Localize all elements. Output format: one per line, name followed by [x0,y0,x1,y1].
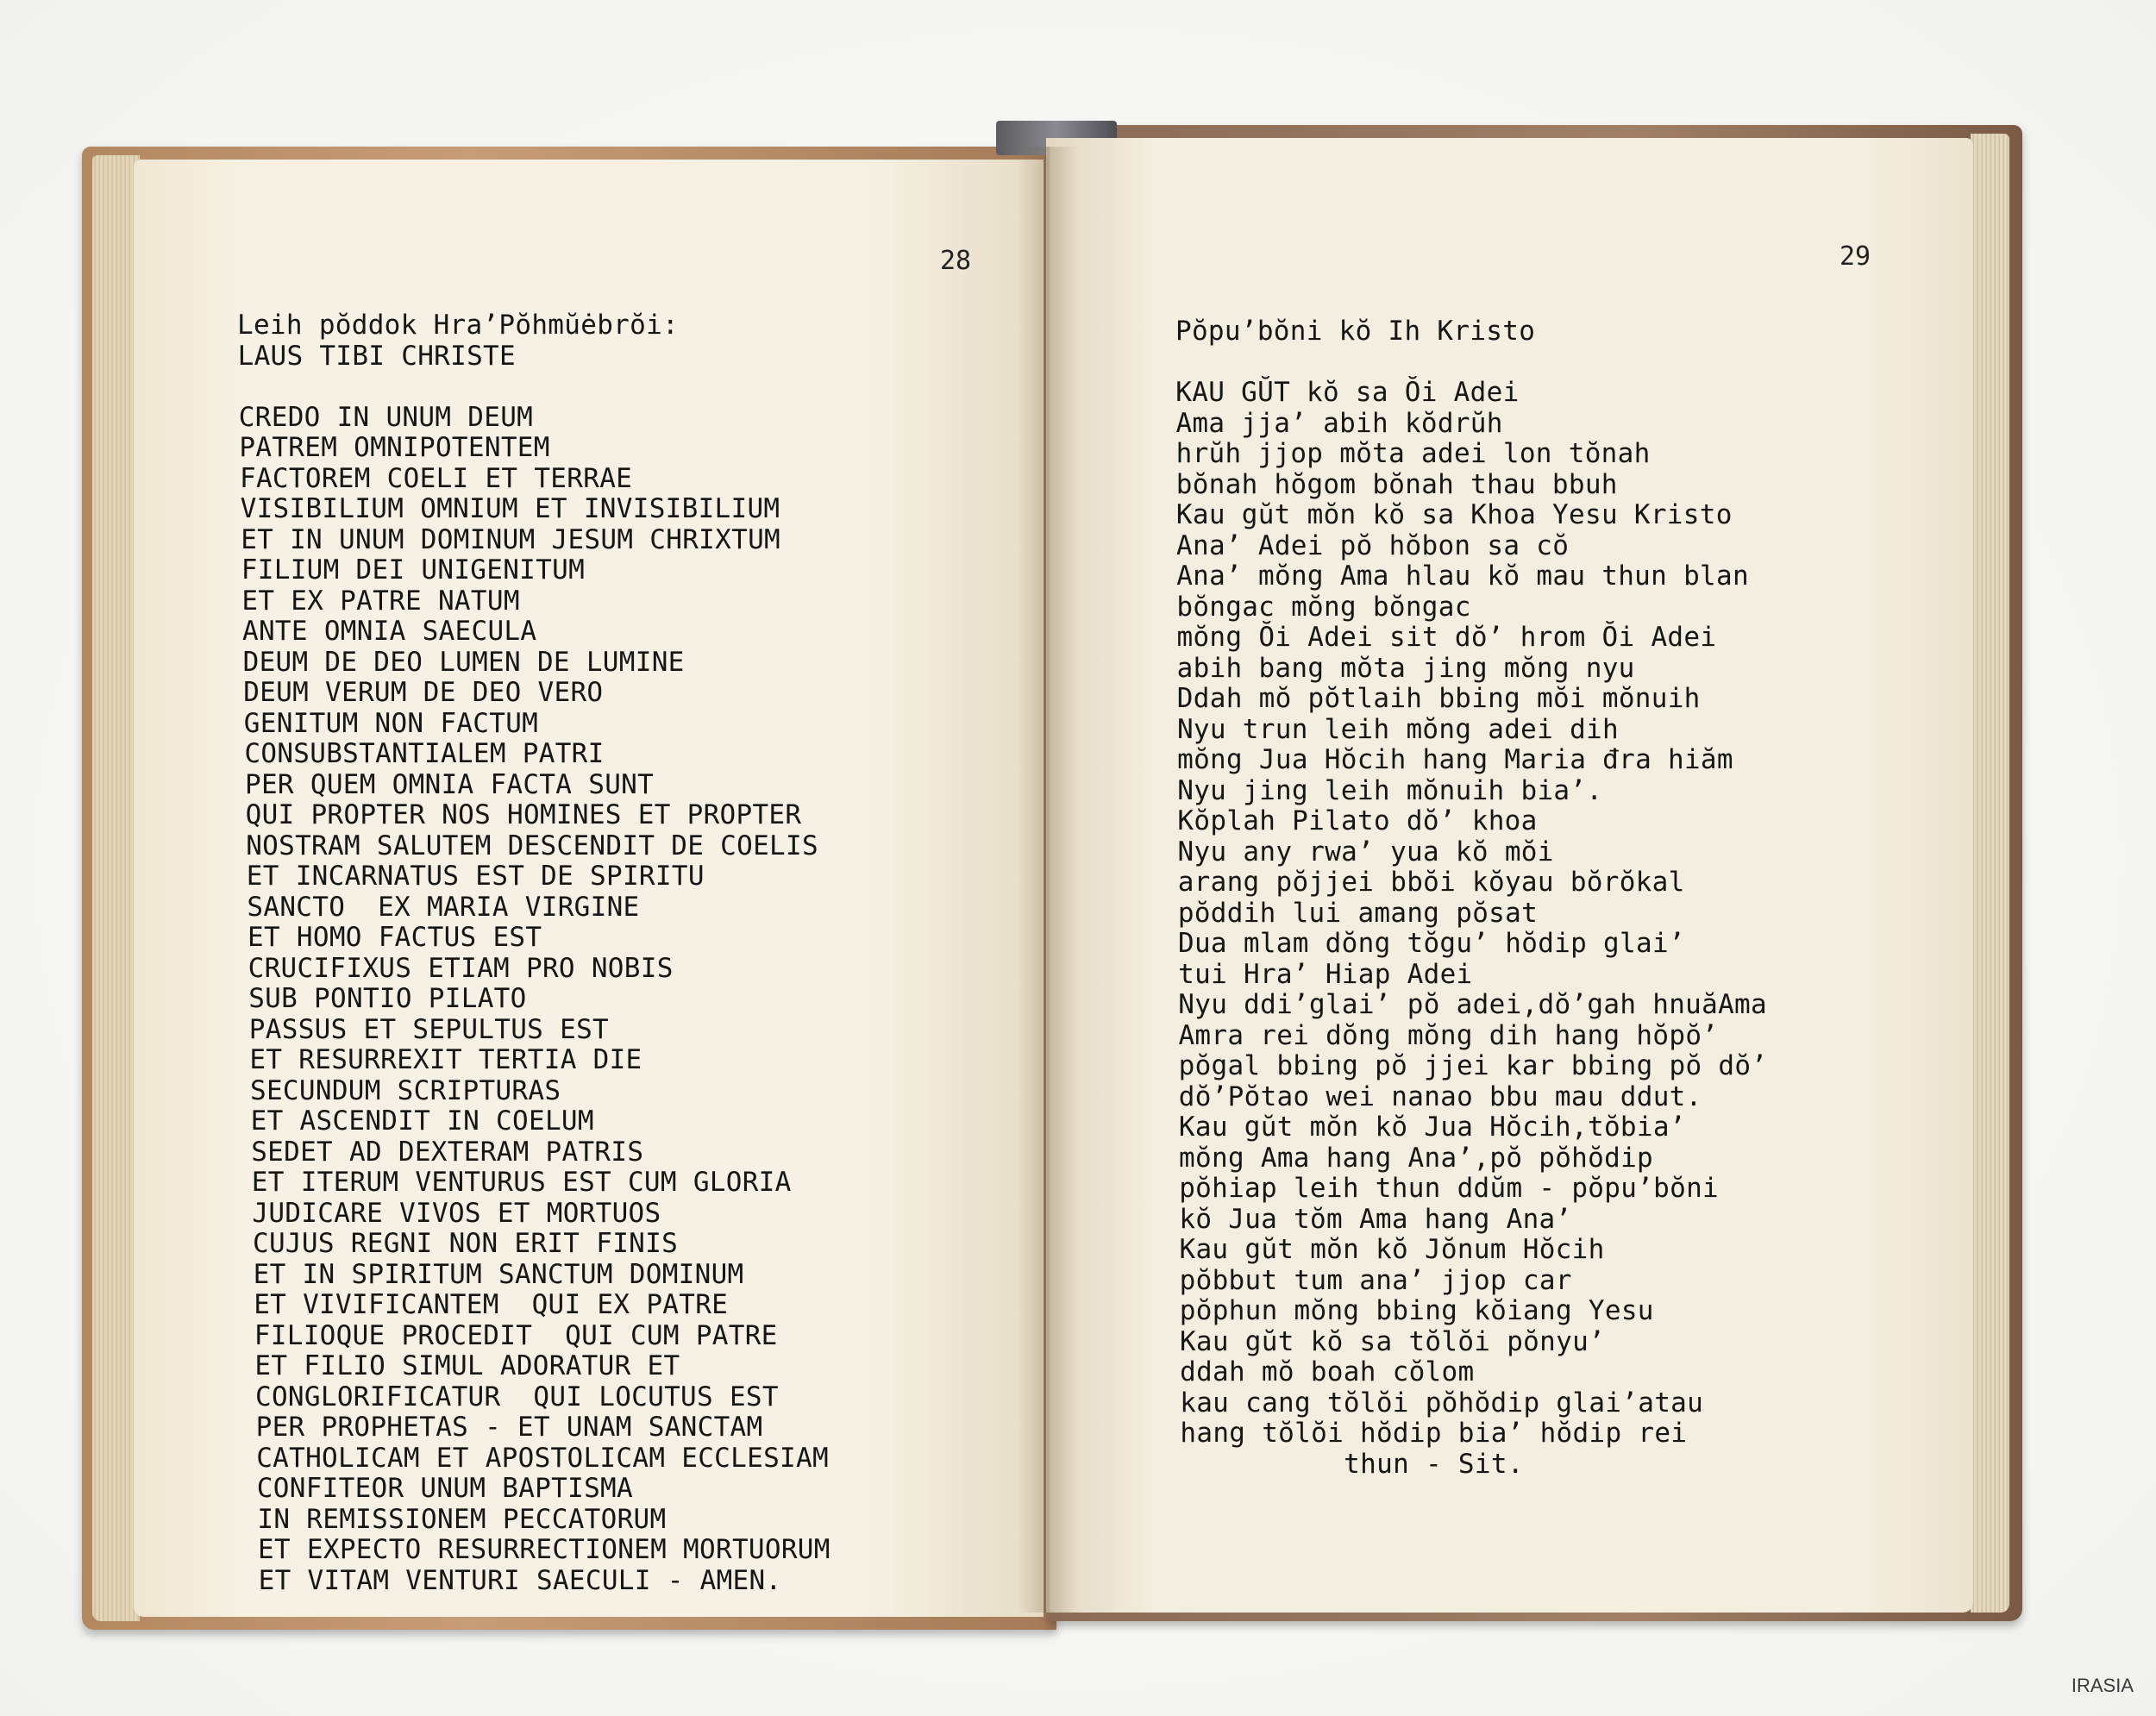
text-line: Nyu jing leih mŏnuih bia’. [1177,774,1603,806]
text-line: Nyu ddi’glai’ pŏ adei,dŏ’gah hnuăAma [1178,989,1768,1020]
text-line: ET INCARNATUS EST DE SPIRITU [246,861,705,892]
book-gutter [1018,147,1078,1613]
text-line: bŏnah hŏgom bŏnah thau bbuh [1175,468,1618,500]
text-line: Kau gŭt mŏn kŏ Jua Hŏcih,tŏbia’ [1178,1112,1686,1143]
text-line: SECUNDUM SCRIPTURAS [250,1074,561,1106]
text-line: pŏhiap leih thun ddŭm - pŏpu’bŏni [1179,1173,1720,1204]
text-line: mŏng Jua Hŏcih hang Maria đra hiăm [1177,744,1733,775]
text-line: KAU GŬT kŏ sa Ŏi Adei [1175,377,1520,408]
text-line: SUB PONTIO PILATO [248,983,527,1014]
text-line: Amra rei dŏng mŏng dih hang hŏpŏ’ [1178,1019,1719,1051]
text-line: Kŏplah Pilato dŏ’ khoa [1177,805,1538,836]
text-line: Kau gŭt mŏn kŏ sa Khoa Yesu Kristo [1175,499,1733,530]
text-line: pŏphun mŏng bbing kŏiang Yesu [1179,1295,1654,1326]
text-line: NOSTRAM SALUTEM DESCENDIT DE COELIS [246,830,818,861]
text-line: FILIOQUE PROCEDIT QUI CUM PATRE [254,1319,778,1351]
text-line: thun - Sit. [1180,1448,1524,1480]
right-page-text [1175,316,1768,1480]
text-line: Ana’ Adei pŏ hŏbon sa cŏ [1176,529,1570,561]
text-line: bŏngac mŏng bŏngac [1176,591,1471,623]
page-number: 29 [1839,241,1871,272]
text-line: Ama jja’ abih kŏdrŭh [1175,407,1503,439]
text-line: FACTOREM COELI ET TERRAE [240,462,633,494]
text-line: pŏgal bbing pŏ jjei kar bbing pŏ dŏ’ [1178,1050,1768,1081]
text-line: PATREM OMNIPOTENTEM [239,432,550,463]
text-line: Nyu trun leih mŏng adei dih [1176,713,1619,745]
text-line: CONGLORIFICATUR QUI LOCUTUS EST [255,1381,779,1412]
text-line: ET HOMO FACTUS EST [248,922,542,953]
right-page-edges [1971,134,2009,1613]
text-line: SEDET AD DEXTERAM PATRIS [251,1136,644,1168]
page-number: 28 [940,246,972,276]
text-line: tui Hra’ Hiap Adei [1178,958,1473,990]
text-line: VISIBILIUM OMNIUM ET INVISIBILIUM [240,493,780,524]
text-line: ET ITERUM VENTURUS EST CUM GLORIA [251,1167,792,1198]
text-line: Ddah mŏ pŏtlaih bbing mŏi mŏnuih [1176,683,1701,714]
text-line: GENITUM NON FACTUM [243,707,539,739]
text-line: CONFITEOR UNUM BAPTISMA [256,1473,633,1504]
text-line: Kau gŭt kŏ sa tŏlŏi pŏnyu’ [1179,1325,1606,1357]
open-book [82,121,2022,1621]
text-line: ddah mŏ boah cŏlom [1180,1356,1475,1387]
right-page [1046,138,1973,1613]
text-line: dŏ’Pŏtao wei nanao bbu mau ddut. [1178,1080,1702,1112]
text-line: JUDICARE VIVOS ET MORTUOS [252,1197,661,1229]
text-line: mŏng Ŏi Adei sit dŏ’ hrom Ŏi Adei [1176,622,1717,653]
left-page-text [237,310,830,1596]
text-line [1175,348,1764,379]
text-line: CONSUBSTANTIALEM PATRI [244,738,605,769]
text-line: arang pŏjjei bbŏi kŏyau bŏrŏkal [1177,867,1685,898]
text-line: Pŏpu’bŏni kŏ Ih Kristo [1175,316,1536,347]
text-line: ET IN UNUM DOMINUM JESUM CHRIXTUM [241,523,781,555]
text-line: CUJUS REGNI NON ERIT FINIS [253,1228,679,1259]
text-line: QUI PROPTER NOS HOMINES ET PROPTER [245,799,802,830]
text-line: Kau gŭt mŏn kŏ Jŏnum Hŏcih [1179,1234,1605,1265]
text-line: Leih pŏddok Hra’Pŏhmŭėbrŏi: [237,310,680,341]
text-line: SANCTO EX MARIA VIRGINE [247,891,640,923]
text-line: PER PROPHETAS - ET UNAM SANCTAM [255,1412,763,1443]
text-line: kŏ Jua tŏm Ama hang Ana’ [1179,1203,1572,1235]
text-line: Dua mlam dŏng tŏgu’ hŏdip glai’ [1178,928,1685,959]
watermark: IRASIA [2071,1675,2134,1696]
left-page-edges [92,155,140,1621]
text-line: hrŭh jjop mŏta adei lon tŏnah [1175,438,1651,469]
text-line: DEUM DE DEO LUMEN DE LUMINE [242,646,685,678]
text-line: ET EX PATRE NATUM [241,585,520,617]
text-line: CATHOLICAM ET APOSTOLICAM ECCLESIAM [256,1442,829,1474]
text-line: pŏbbut tum ana’ jjop car [1179,1264,1572,1296]
text-line: ET ASCENDIT IN COELUM [250,1105,594,1137]
text-line: ET EXPECTO RESURRECTIONEM MORTUORUM [258,1534,830,1565]
text-line: ET VITAM VENTURI SAECULI - AMEN. [258,1564,782,1596]
text-line: ET VIVIFICANTEM QUI EX PATRE [254,1289,729,1320]
left-page [134,160,1044,1617]
text-line: CREDO IN UNUM DEUM [238,401,534,433]
text-line: DEUM VERUM DE DEO VERO [243,677,604,708]
text-line: IN REMISSIONEM PECCATORUM [257,1503,667,1535]
text-line: mŏng Ama hang Ana’,pŏ pŏhŏdip [1179,1142,1654,1174]
text-line: ET FILIO SIMUL ADORATUR ET [254,1350,680,1381]
text-line: Nyu any rwa’ yua kŏ mŏi [1177,836,1554,867]
text-line: abih bang mŏta jing mŏng nyu [1176,652,1635,684]
text-line: pŏddih lui amang pŏsat [1177,897,1539,929]
text-line: PER QUEM OMNIA FACTA SUNT [245,768,655,800]
text-line: ET IN SPIRITUM SANCTUM DOMINUM [253,1258,744,1290]
text-line [238,372,811,403]
text-line: LAUS TIBI CHRISTE [237,340,516,372]
text-line: Ana’ mŏng Ama hlau kŏ mau thun blan [1176,561,1749,592]
text-line: ET RESURREXIT TERTIA DIE [249,1044,642,1075]
text-line: FILIUM DEI UNIGENITUM [241,554,586,586]
text-line: ANTE OMNIA SAECULA [242,616,537,647]
text-line: kau cang tŏlŏi pŏhŏdip glai’atau [1180,1387,1704,1419]
text-line: PASSUS ET SEPULTUS EST [248,1013,610,1045]
text-line: CRUCIFIXUS ETIAM PRO NOBIS [248,952,674,984]
text-line: hang tŏlŏi hŏdip bia’ hŏdip rei [1180,1418,1688,1449]
